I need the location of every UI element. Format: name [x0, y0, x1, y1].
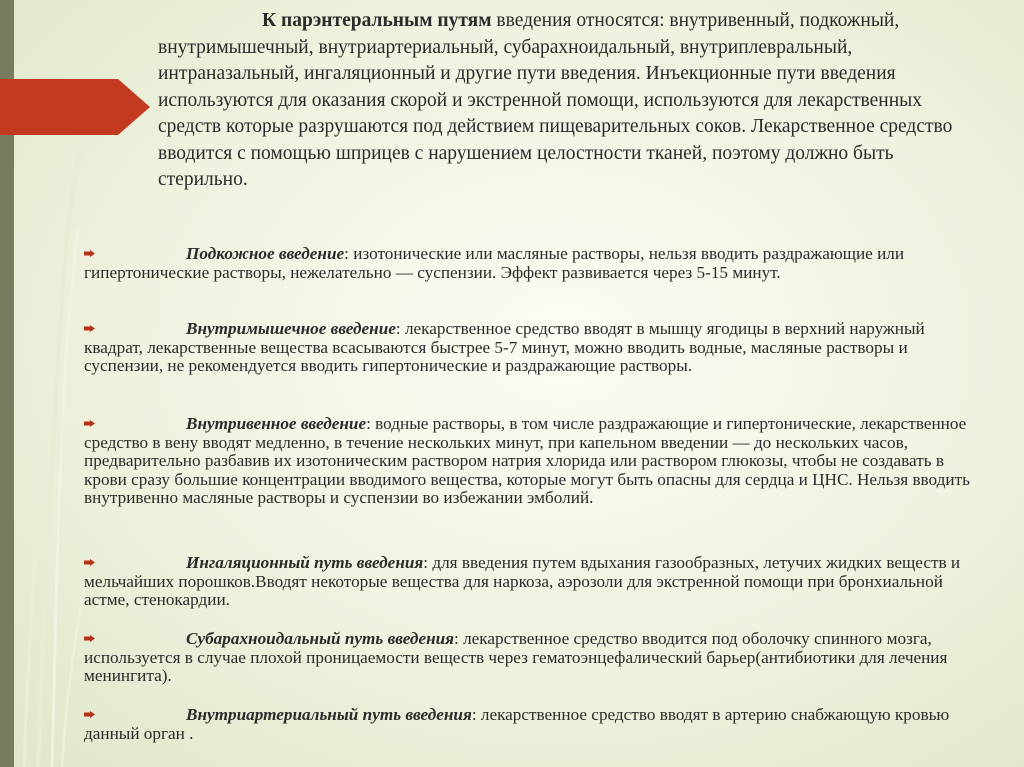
intro-text: введения относятся: внутривенный, подкожный, внутримышечный, внутриартериальный, субарахноидальный, внутриплевральный, интраназальный, ингаляционный и другие пути введения. Инъекционные пути введения используются для оказания скорой и экстренной помощи, используются для лекарственных средств которые разрушаются под действием пищеварительных соков. Лекарственное средство вводится с помощью шприцев с нарушением целостности тканей, поэтому должно быть стерильно.: [158, 10, 953, 190]
item-term: Подкожное введение: [186, 244, 345, 263]
item-text: : водные растворы, в том числе раздражающие и гипертонические, лекарственное средство в вену вводят медленно, в течение нескольких минут, при капельном введении — до нескольких часов, предварительно разбавив их изотоническим раствором натрия хлорида или раствором глюкозы, чтобы не создавать в крови сразу большие концентрации вводимого вещества, которые могут быть опасны для сердца и ЦНС. Нельзя вводить внутривенно масляные растворы и суспензии во избежании эмболий.: [84, 414, 970, 508]
intro-lead: К парэнтеральным путям: [262, 10, 492, 31]
arrow-bullet-icon: [84, 559, 95, 566]
item-text: : лекарственное средство вводят в мышцу ягодицы в верхний наружный квадрат, лекарственные вещества всасываются быстрее 5-7 минут, можно вводить водные, масляные растворы и суспензии, не рекомендуется вводить гипертонические и раздражающие растворы.: [84, 319, 925, 376]
arrow-bullet-icon: [84, 420, 95, 427]
item-term: Субарахноидальный путь введения: [186, 629, 455, 648]
item-term: Ингаляционный путь введения: [186, 553, 424, 572]
intro-paragraph: [158, 8, 978, 194]
list-item: [84, 706, 984, 743]
list-item: [84, 320, 984, 376]
item-text: : лекарственное средство вводят в артерию снабжающую кровью данный орган .: [84, 705, 950, 743]
arrow-bullet-icon: [84, 635, 95, 642]
item-term: Внутримышечное введение: [186, 319, 396, 338]
item-term: Внутриартериальный путь введения: [186, 705, 472, 724]
item-text: : для введения путем вдыхания газообразных, летучих жидких веществ и мельчайших порошков.Вводят некоторые вещества для наркоза, аэрозоли для экстренной помощи при бронхиальной астме, стенокардии.: [84, 553, 961, 610]
item-text: : лекарственное средство вводится под оболочку спинного мозга, используется в случае плохой проницаемости веществ через гематоэнцефалический барьер(антибиотики для лечения менингита).: [84, 629, 948, 686]
item-term: Внутривенное введение: [186, 414, 367, 433]
arrow-bullet-icon: [84, 711, 95, 718]
arrow-bullet-icon: [84, 325, 95, 332]
item-text: : изотонические или масляные растворы, нельзя вводить раздражающие или гипертонические растворы, нежелательно — суспензии. Эффект развивается через 5-15 минут.: [84, 244, 905, 282]
list-item: [84, 245, 984, 282]
list-item: [84, 630, 984, 686]
red-arrow-tab: [0, 79, 150, 135]
arrow-bullet-icon: [84, 250, 95, 257]
list-item: [84, 415, 984, 508]
list-item: [84, 554, 984, 610]
